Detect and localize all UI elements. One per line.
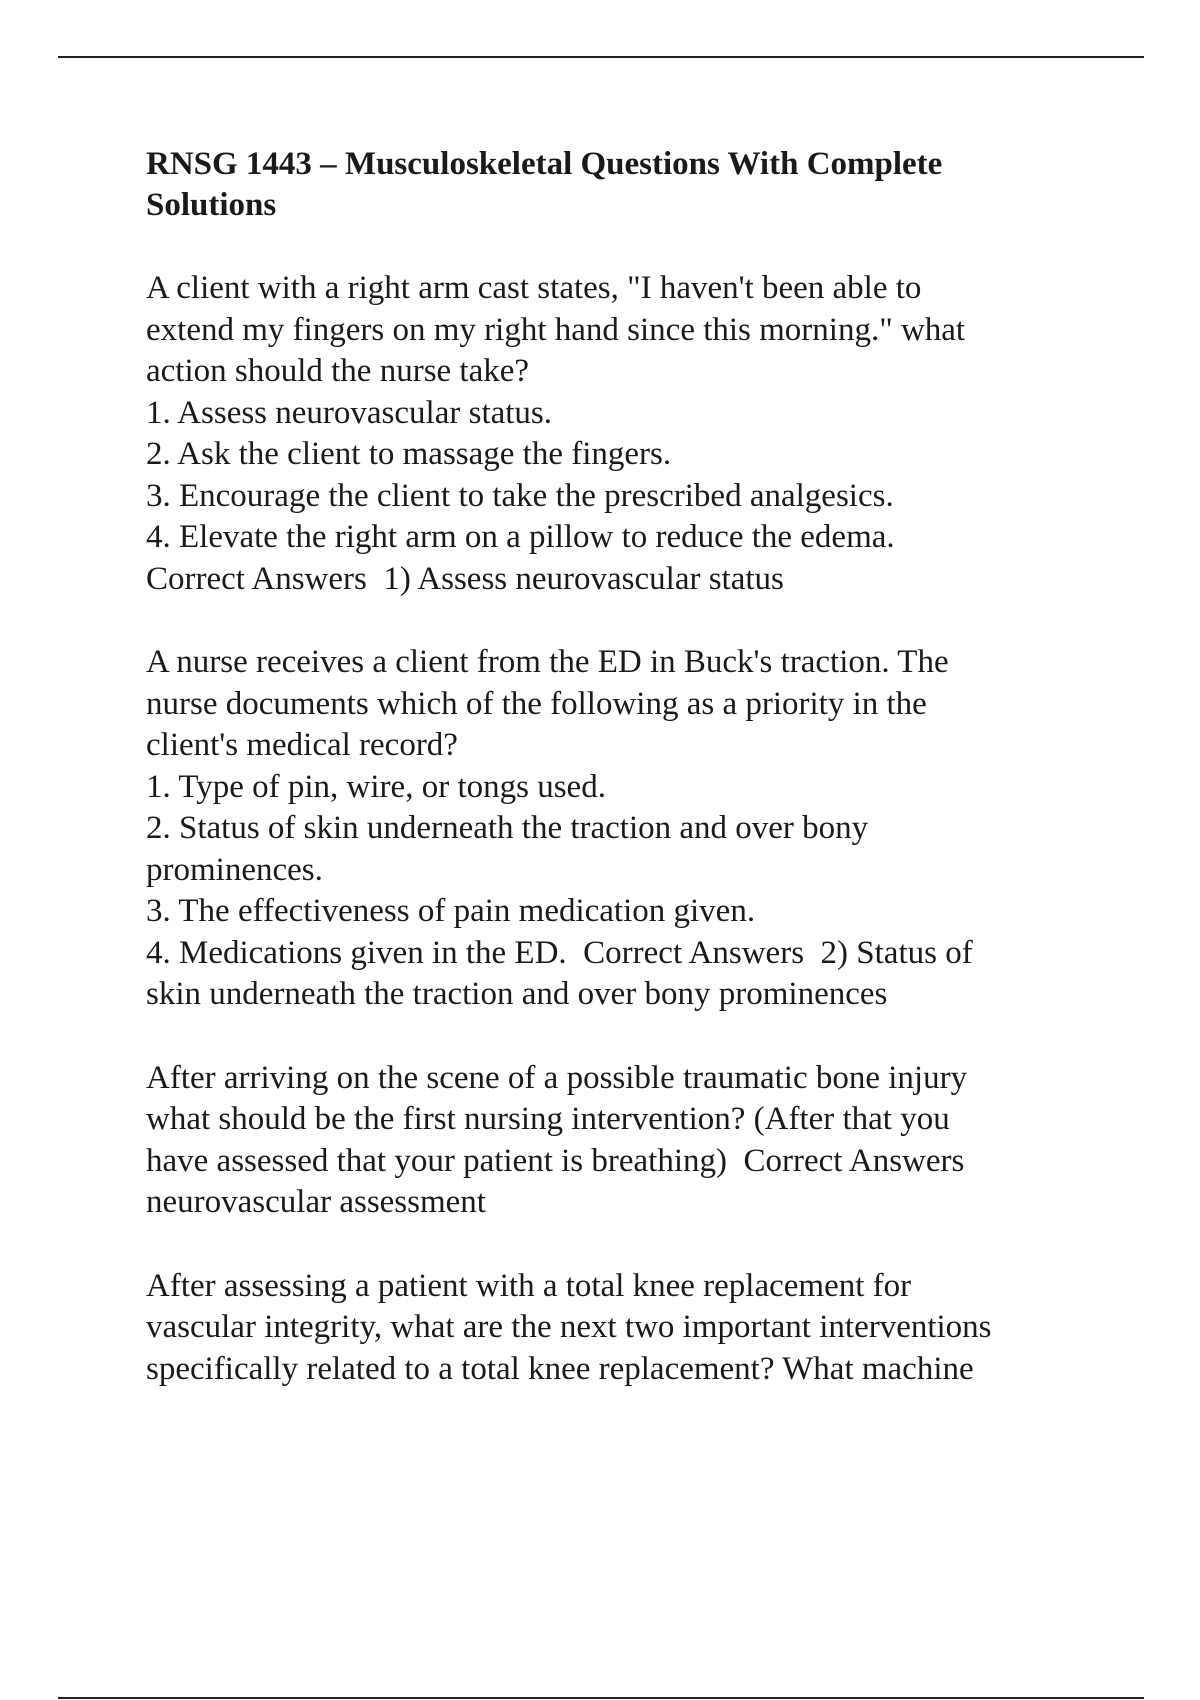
question-line: specifically related to a total knee replacement? What machine [146,1350,974,1387]
document-title [146,144,1106,226]
question-block-4 [146,1266,1106,1391]
answer-option: 3. The effectiveness of pain medication given. [146,893,756,929]
correct-answer: neurovascular assessment [146,1184,486,1220]
title-line: Solutions [146,187,277,223]
question-line: what should be the first nursing intervention? (After that you [146,1101,950,1137]
question-line: After assessing a patient with a total knee replacement for [146,1267,912,1304]
question-line: action should the nurse take? [146,353,530,389]
question-line: nurse documents which of the following as a priority in the [146,685,927,722]
question-line: have assessed that your patient is breathing) Correct Answers [146,1142,965,1179]
answer-option: prominences. [146,851,323,888]
answer-option: 4. Elevate the right arm on a pillow to reduce the edema. [146,519,895,555]
answer-option: 2. Ask the client to massage the fingers. [146,436,672,472]
answer-option: 1. Assess neurovascular status. [146,394,553,431]
top-rule [58,56,1144,58]
question-line: vascular integrity, what are the next two important interventions [146,1309,992,1345]
question-block-2 [146,642,1106,1016]
document-body [146,144,1106,1390]
bottom-rule [58,1697,1144,1699]
question-line: extend my fingers on my right hand since this morning." what [146,311,966,348]
question-line: A nurse receives a client from the ED in Buck's traction. The [146,644,949,680]
question-block-3 [146,1058,1106,1224]
answer-option: 2. Status of skin underneath the traction and over bony [146,810,869,846]
correct-answer: Correct Answers 1) Assess neurovascular status [146,560,784,597]
answer-option: 4. Medications given in the ED. Correct Answers 2) Status of [146,934,973,971]
question-block-1 [146,268,1106,600]
title-line: RNSG 1443 – Musculoskeletal Questions With Complete [146,146,943,182]
question-line: client's medical record? [146,727,458,763]
answer-option: 1. Type of pin, wire, or tongs used. [146,768,606,805]
answer-option: 3. Encourage the client to take the prescribed analgesics. [146,477,894,514]
question-line: After arriving on the scene of a possible traumatic bone injury [146,1059,968,1096]
correct-answer: skin underneath the traction and over bony prominences [146,976,888,1012]
question-line: A client with a right arm cast states, "I haven't been able to [146,270,922,306]
